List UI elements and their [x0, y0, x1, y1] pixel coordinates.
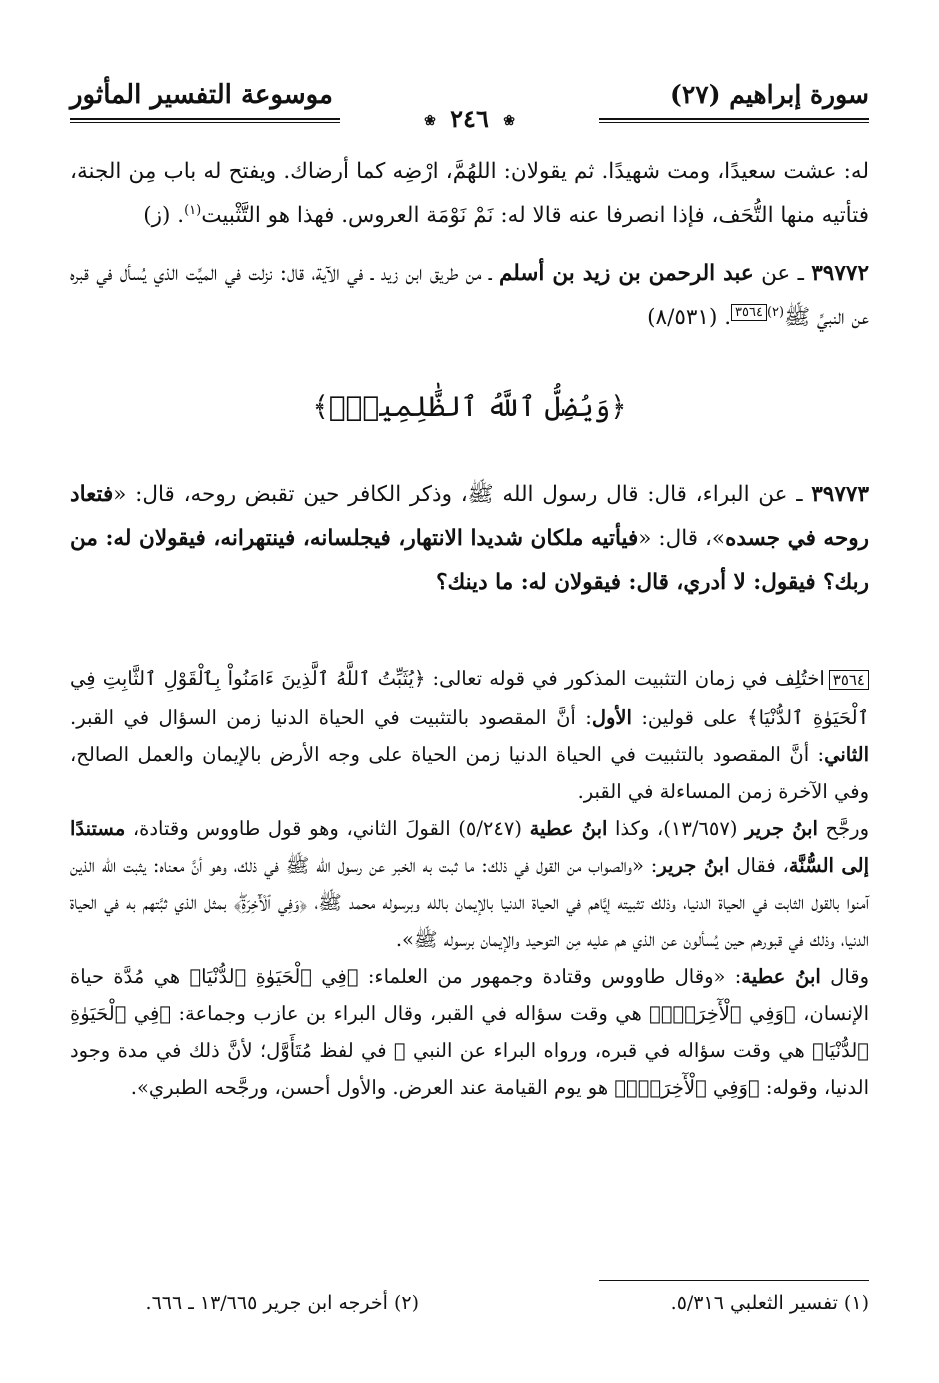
footnote-ref-2: (٢) [766, 304, 785, 320]
page-number-block [418, 104, 521, 133]
footnote-1: (١) تفسير الثعلبي ٥/٣١٦. [670, 1292, 869, 1314]
footnote-ref-1: (١) [184, 202, 202, 218]
commentary-para-1: ٣٥٦٤اختُلِف في زمان التثبيت المذكور في قوله تعالى: ﴿يُثَبِّتُ ٱللَّهُ ٱلَّذِينَ ءَامَنُواْ بِٱلْقَوْلِ ٱلثَّابِتِ فِي ٱلْحَيَوٰةِ ٱلدُّنْيَا﴾ على قولين: الأول: أنَّ المقصود بالتثبيت في الحياة الدنيا زمن السؤال في القبر. الثاني: أنَّ المقصود بالتثبيت في الحياة الدنيا زمن الحياة على وجه الأرض بالإيمان والعمل الصالح، وفي الآخرة زمن المساءلة في القبر. [70, 667, 869, 803]
commentary-block [70, 660, 869, 1106]
main-text [70, 150, 869, 605]
book-title: موسوعة التفسير المأثور [70, 80, 333, 110]
paragraph-1: له: عشت سعيدًا، ومت شهيدًا. ثم يقولان: اللهُمَّ، ارْضِه كما أرضاك. ويفتح له باب مِن الجنة، فتأتيه منها التُّحَف، فإذا انصرفا عنه قالا له: نَمْ نَوْمَة العروس. فهذا هو التَّثْبيت$^{(١)}$. (ز) [70, 159, 869, 228]
footnote-separator [599, 1280, 869, 1281]
page-header [70, 72, 869, 142]
hadith-number: ٣٩٧٧٣ [811, 482, 869, 507]
header-rule-left [70, 118, 340, 120]
note-box-ref: ٣٥٦٤ [731, 304, 767, 321]
surah-title: سورة إبراهيم (٢٧) [670, 80, 869, 109]
page-number: ٢٤٦ [450, 104, 489, 133]
narrator-name: عبد الرحمن بن زيد بن أسلم [498, 261, 754, 286]
paragraph-3: ٣٩٧٧٣ ـ عن البراء، قال: قال رسول الله ﷺ، وذكر الكافر حين تقبض روحه، قال: «فتعاد روحه في جسده»، قال: «فيأتيه ملكان شديدا الانتهار، فيجلسانه، فينتهرانه، فيقولان له: من ربك؟ فيقول: لا أدري، قال: فيقولان له: ما دينك؟ [70, 482, 870, 595]
footnote-2: (٢) أخرجه ابن جرير ١٣/٦٦٥ ـ ٦٦٦. [145, 1292, 419, 1314]
note-box: ٣٥٦٤ [829, 670, 869, 690]
commentary-para-3: وقال ابنُ عطية: «وقال طاووس وقتادة وجمهور من العلماء: ﴿فِي ٱلْحَيَوٰةِ ٱلدُّنْيَا﴾ هي مُدَّة حياة الإنسان، ﴿وَفِي ٱلْأٓخِرَةِۖ﴾ هي وقت سؤاله في القبر، وقال البراء بن عازب وجماعة: ﴿فِي ٱلْحَيَوٰةِ ٱلدُّنْيَا﴾ هي وقت سؤاله في قبره، ورواه البراء عن النبي ﷺ في لفظ مُتَأَوَّل؛ لأنَّ ذلك في مدة وجود الدنيا، وقوله: ﴿وَفِي ٱلْأٓخِرَةِۖ﴾ هو يوم القيامة عند العرض. والأول أحسن، ورجَّحه الطبري». [70, 965, 870, 1099]
header-rule-right [599, 118, 869, 120]
paragraph-2: ٣٩٧٧٢ ـ عن عبد الرحمن بن زيد بن أسلم ـ من طريق ابن زيد ـ في الآية، قال: نزلت في الميِّت الذي يُسأل في قبره عن النبيِّ ﷺ$^{(٢)٣٥٦٤}$. (٨/٥٣١) [70, 261, 869, 330]
ayah-heading: ﴿وَيُضِلُّ ٱللَّهُ ٱلظَّٰلِمِينَۚ﴾ [312, 390, 627, 423]
hadith-number: ٣٩٧٧٢ [811, 261, 869, 286]
commentary-para-2: ورجَّح ابنُ جرير (١٣/٦٥٧)، وكذا ابنُ عطية (٥/٢٤٧) القولَ الثاني، وهو قول طاووس وقتادة، مستندًا إلى السُّنَّة، فقال ابنُ جرير: «والصواب من القول في ذلك: ما ثبت به الخبر عن رسول الله ﷺ في ذلك، وهو أنَّ معناه: يثبت الله الذين آمنوا بالقول الثابت في الحياة الدنيا، وذلك تثبيته إيَّاهم في الحياة الدنيا بالإيمان بالله وبرسوله محمد ﷺ، ﴿وَفِي ٱلْأٓخِرَةِۖ﴾ بمثل الذي ثبَّتهم به في الحياة الدنيا، وذلك في قبورهم حين يُسألون عن الذي هم عليه مِن التوحيد والإيمان برسوله ﷺ». [70, 817, 870, 951]
ornament-icon: ❀ [424, 112, 436, 129]
ornament-icon: ❀ [503, 112, 515, 129]
